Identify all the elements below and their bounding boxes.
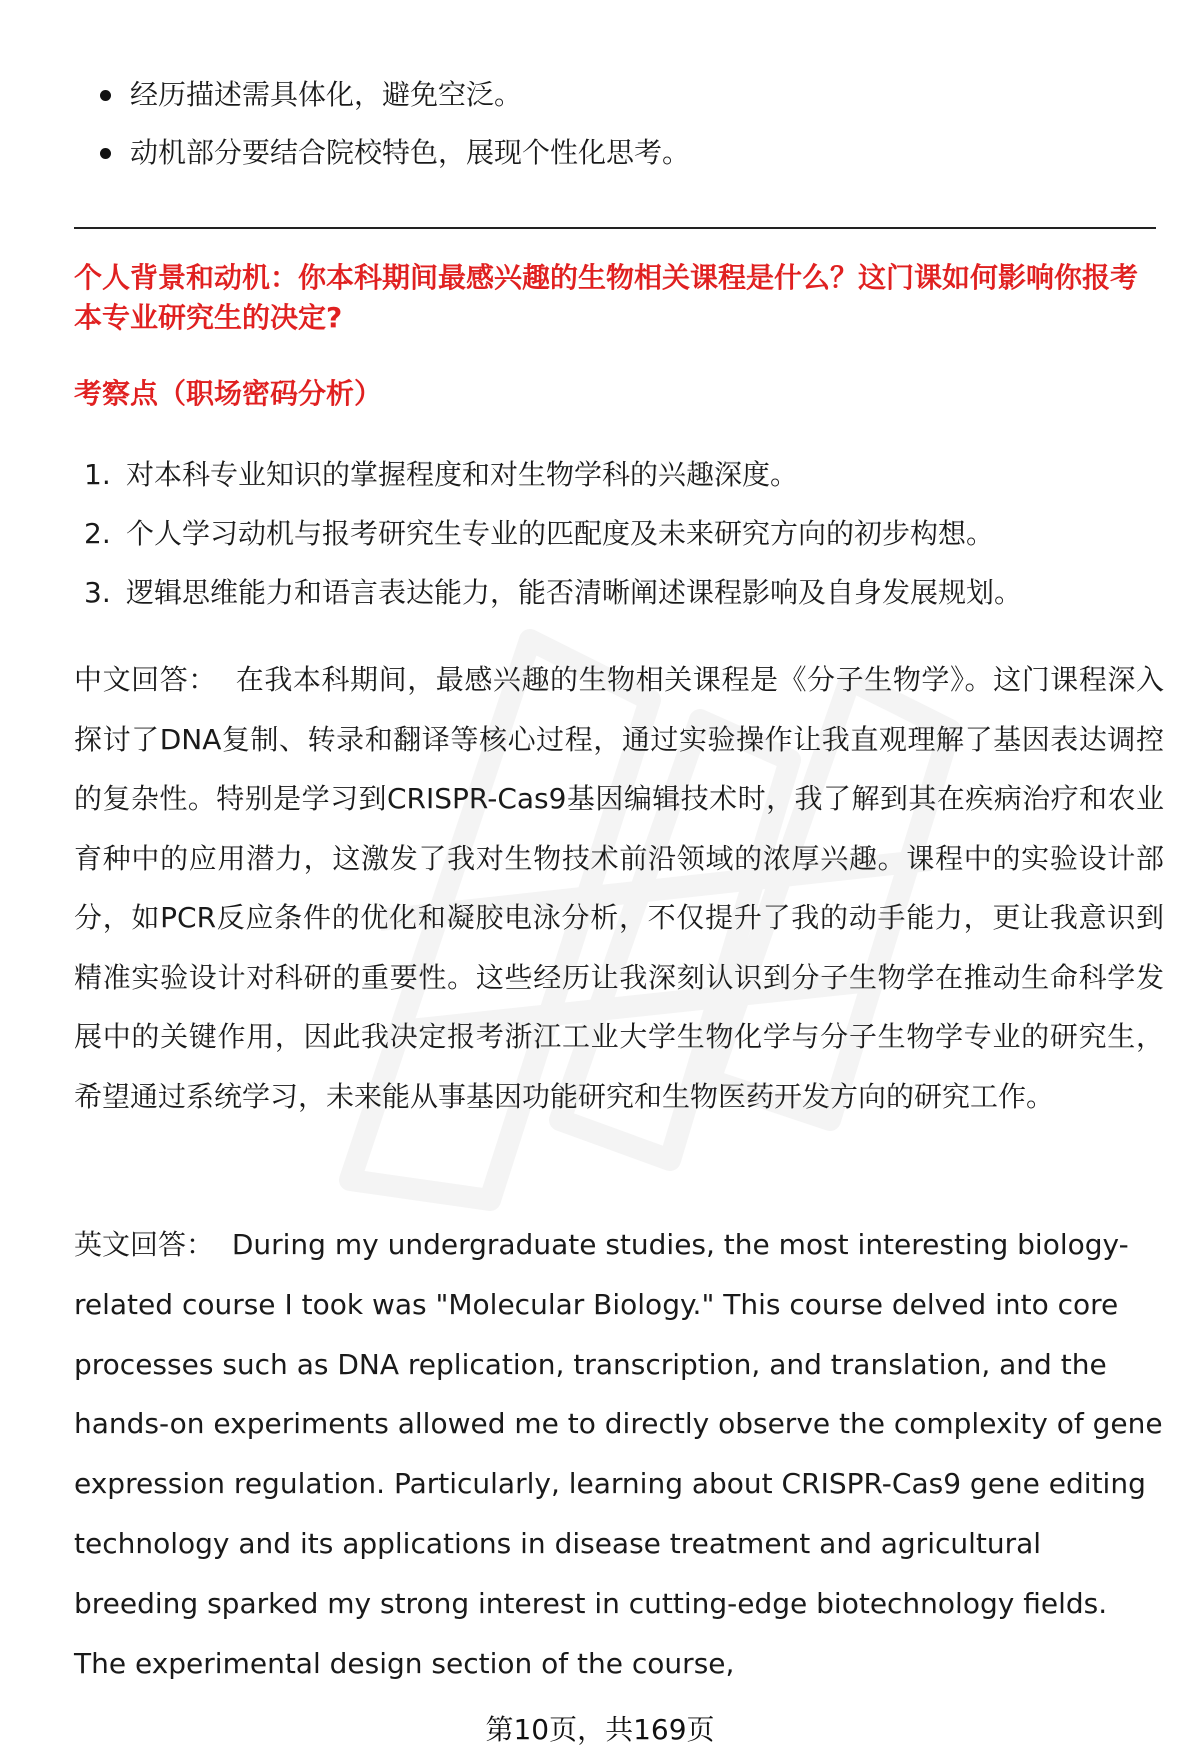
point-number: 3.	[84, 576, 111, 609]
english-answer	[74, 1215, 1164, 1693]
chinese-answer	[74, 650, 1164, 1126]
question-heading: 个人背景和动机：你本科期间最感兴趣的生物相关课程是什么？这门课如何影响你报考本专业研究生的决定?	[74, 261, 1139, 334]
intro-bullet-list	[98, 66, 690, 182]
point-number: 1.	[84, 458, 111, 491]
analysis-point-list	[84, 445, 1022, 622]
chinese-answer-text: 在我本科期间，最感兴趣的生物相关课程是《分子生物学》。这门课程深入探讨了DNA复制、转录和翻译等核心过程，通过实验操作让我直观理解了基因表达调控的复杂性。特别是学习到CRISPR-Cas9基因编辑技术时，我了解到其在疾病治疗和农业育种中的应用潜力，这激发了我对生物技术前沿领域的浓厚兴趣。课程中的实验设计部分，如PCR反应条件的优化和凝胶电泳分析，不仅提升了我的动手能力，更让我意识到精准实验设计对科研的重要性。这些经历让我深刻认识到分子生物学在推动生命科学发展中的关键作用，因此我决定报考浙江工业大学生物化学与分子生物学专业的研究生，希望通过系统学习，未来能从事基因功能研究和生物医药开发方向的研究工作。	[74, 663, 1164, 1113]
point-text: 个人学习动机与报考研究生专业的匹配度及未来研究方向的初步构想。	[126, 517, 995, 550]
point-number: 2.	[84, 517, 111, 550]
bullet-item: 动机部分要结合院校特色，展现个性化思考。	[98, 124, 690, 182]
bullet-item: 经历描述需具体化，避免空泛。	[98, 66, 690, 124]
analysis-point	[84, 504, 1022, 563]
analysis-heading: 考察点（职场密码分析）	[74, 377, 383, 410]
section-divider	[74, 227, 1156, 229]
chinese-answer-label: 中文回答：	[74, 663, 217, 696]
english-answer-label: 英文回答：	[74, 1228, 215, 1261]
english-answer-text: During my undergraduate studies, the most interesting biology-related course I took was "Molecular Biology." This course delved into core processes such as DNA replication, transcription, and translation, and the hands-on experiments allowed me to directly observe the complexity of gene expression regulation. Particularly, learning about CRISPR-Cas9 gene editing technology and its applications in disease treatment and agricultural breeding sparked my strong interest in cutting-edge biotechnology fields. The experimental design section of the course,	[74, 1228, 1163, 1680]
analysis-point	[84, 563, 1022, 622]
point-text: 对本科专业知识的掌握程度和对生物学科的兴趣深度。	[126, 458, 799, 491]
point-text: 逻辑思维能力和语言表达能力，能否清晰阐述课程影响及自身发展规划。	[126, 576, 1023, 609]
page-number-footer: 第10页，共169页	[485, 1713, 715, 1746]
analysis-point	[84, 445, 1022, 504]
